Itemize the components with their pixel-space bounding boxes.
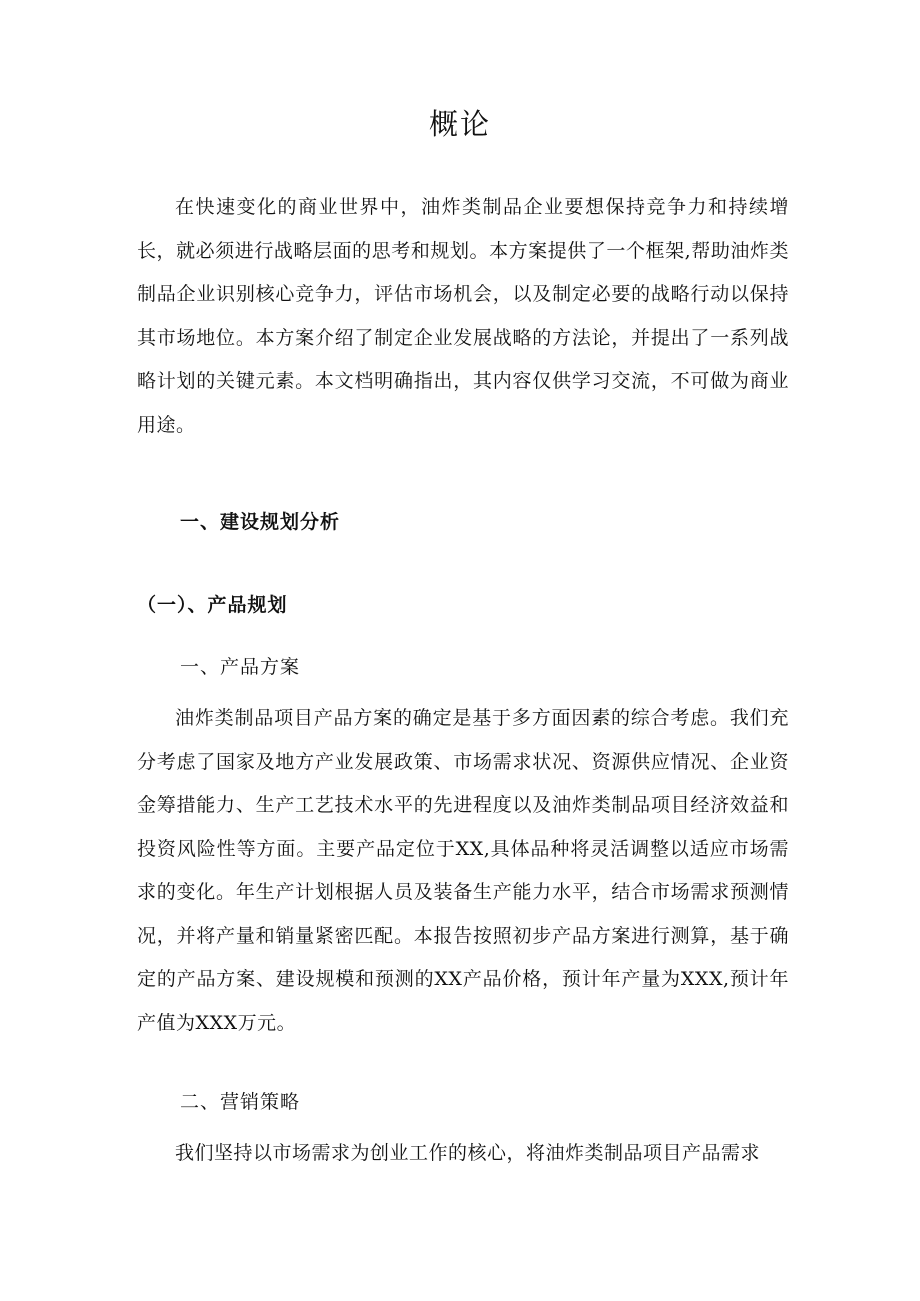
item-heading-product-plan: 一、产品方案 (180, 656, 301, 678)
intro-paragraph: 在快速变化的商业世界中，油炸类制品企业要想保持竞争力和持续增长，就必须进行战略层面的思考和规划。本方案提供了一个框架,帮助油炸类制品企业识别核心竞争力，评估市场机会，以及制定必要的战略行动以保持其市场地位。本方案介绍了制定企业发展战略的方法论，并提出了一系列战略计划的关键元素。本文档明确指出，其内容仅供学习交流，不可做为商业用途。 (137, 196, 789, 436)
document-title: 概论 (428, 107, 491, 141)
subsection-heading-product-planning: （一）、产品规划 (137, 594, 288, 616)
section-heading-planning-analysis: 一、建设规划分析 (180, 511, 341, 533)
product-plan-paragraph: 油炸类制品项目产品方案的确定是基于多方面因素的综合考虑。我们充分考虑了国家及地方产业发展政策、市场需求状况、资源供应情况、企业资金筹措能力、生产工艺技术水平的先进程度以及油炸类制品项目经济效益和投资风险性等方面。主要产品定位于XX,具体品种将灵活调整以适应市场需求的变化。年生产计划根据人员及装备生产能力水平，结合市场需求预测情况，并将产量和销量紧密匹配。本报告按照初步产品方案进行测算，基于确定的产品方案、建设规模和预测的XX产品价格，预计年产量为XXX,预计年产值为XXX万元。 (137, 707, 789, 1034)
marketing-strategy-paragraph: 我们坚持以市场需求为创业工作的核心，将油炸类制品项目产品需求 (175, 1142, 761, 1164)
item-heading-marketing-strategy: 二、营销策略 (180, 1091, 301, 1113)
